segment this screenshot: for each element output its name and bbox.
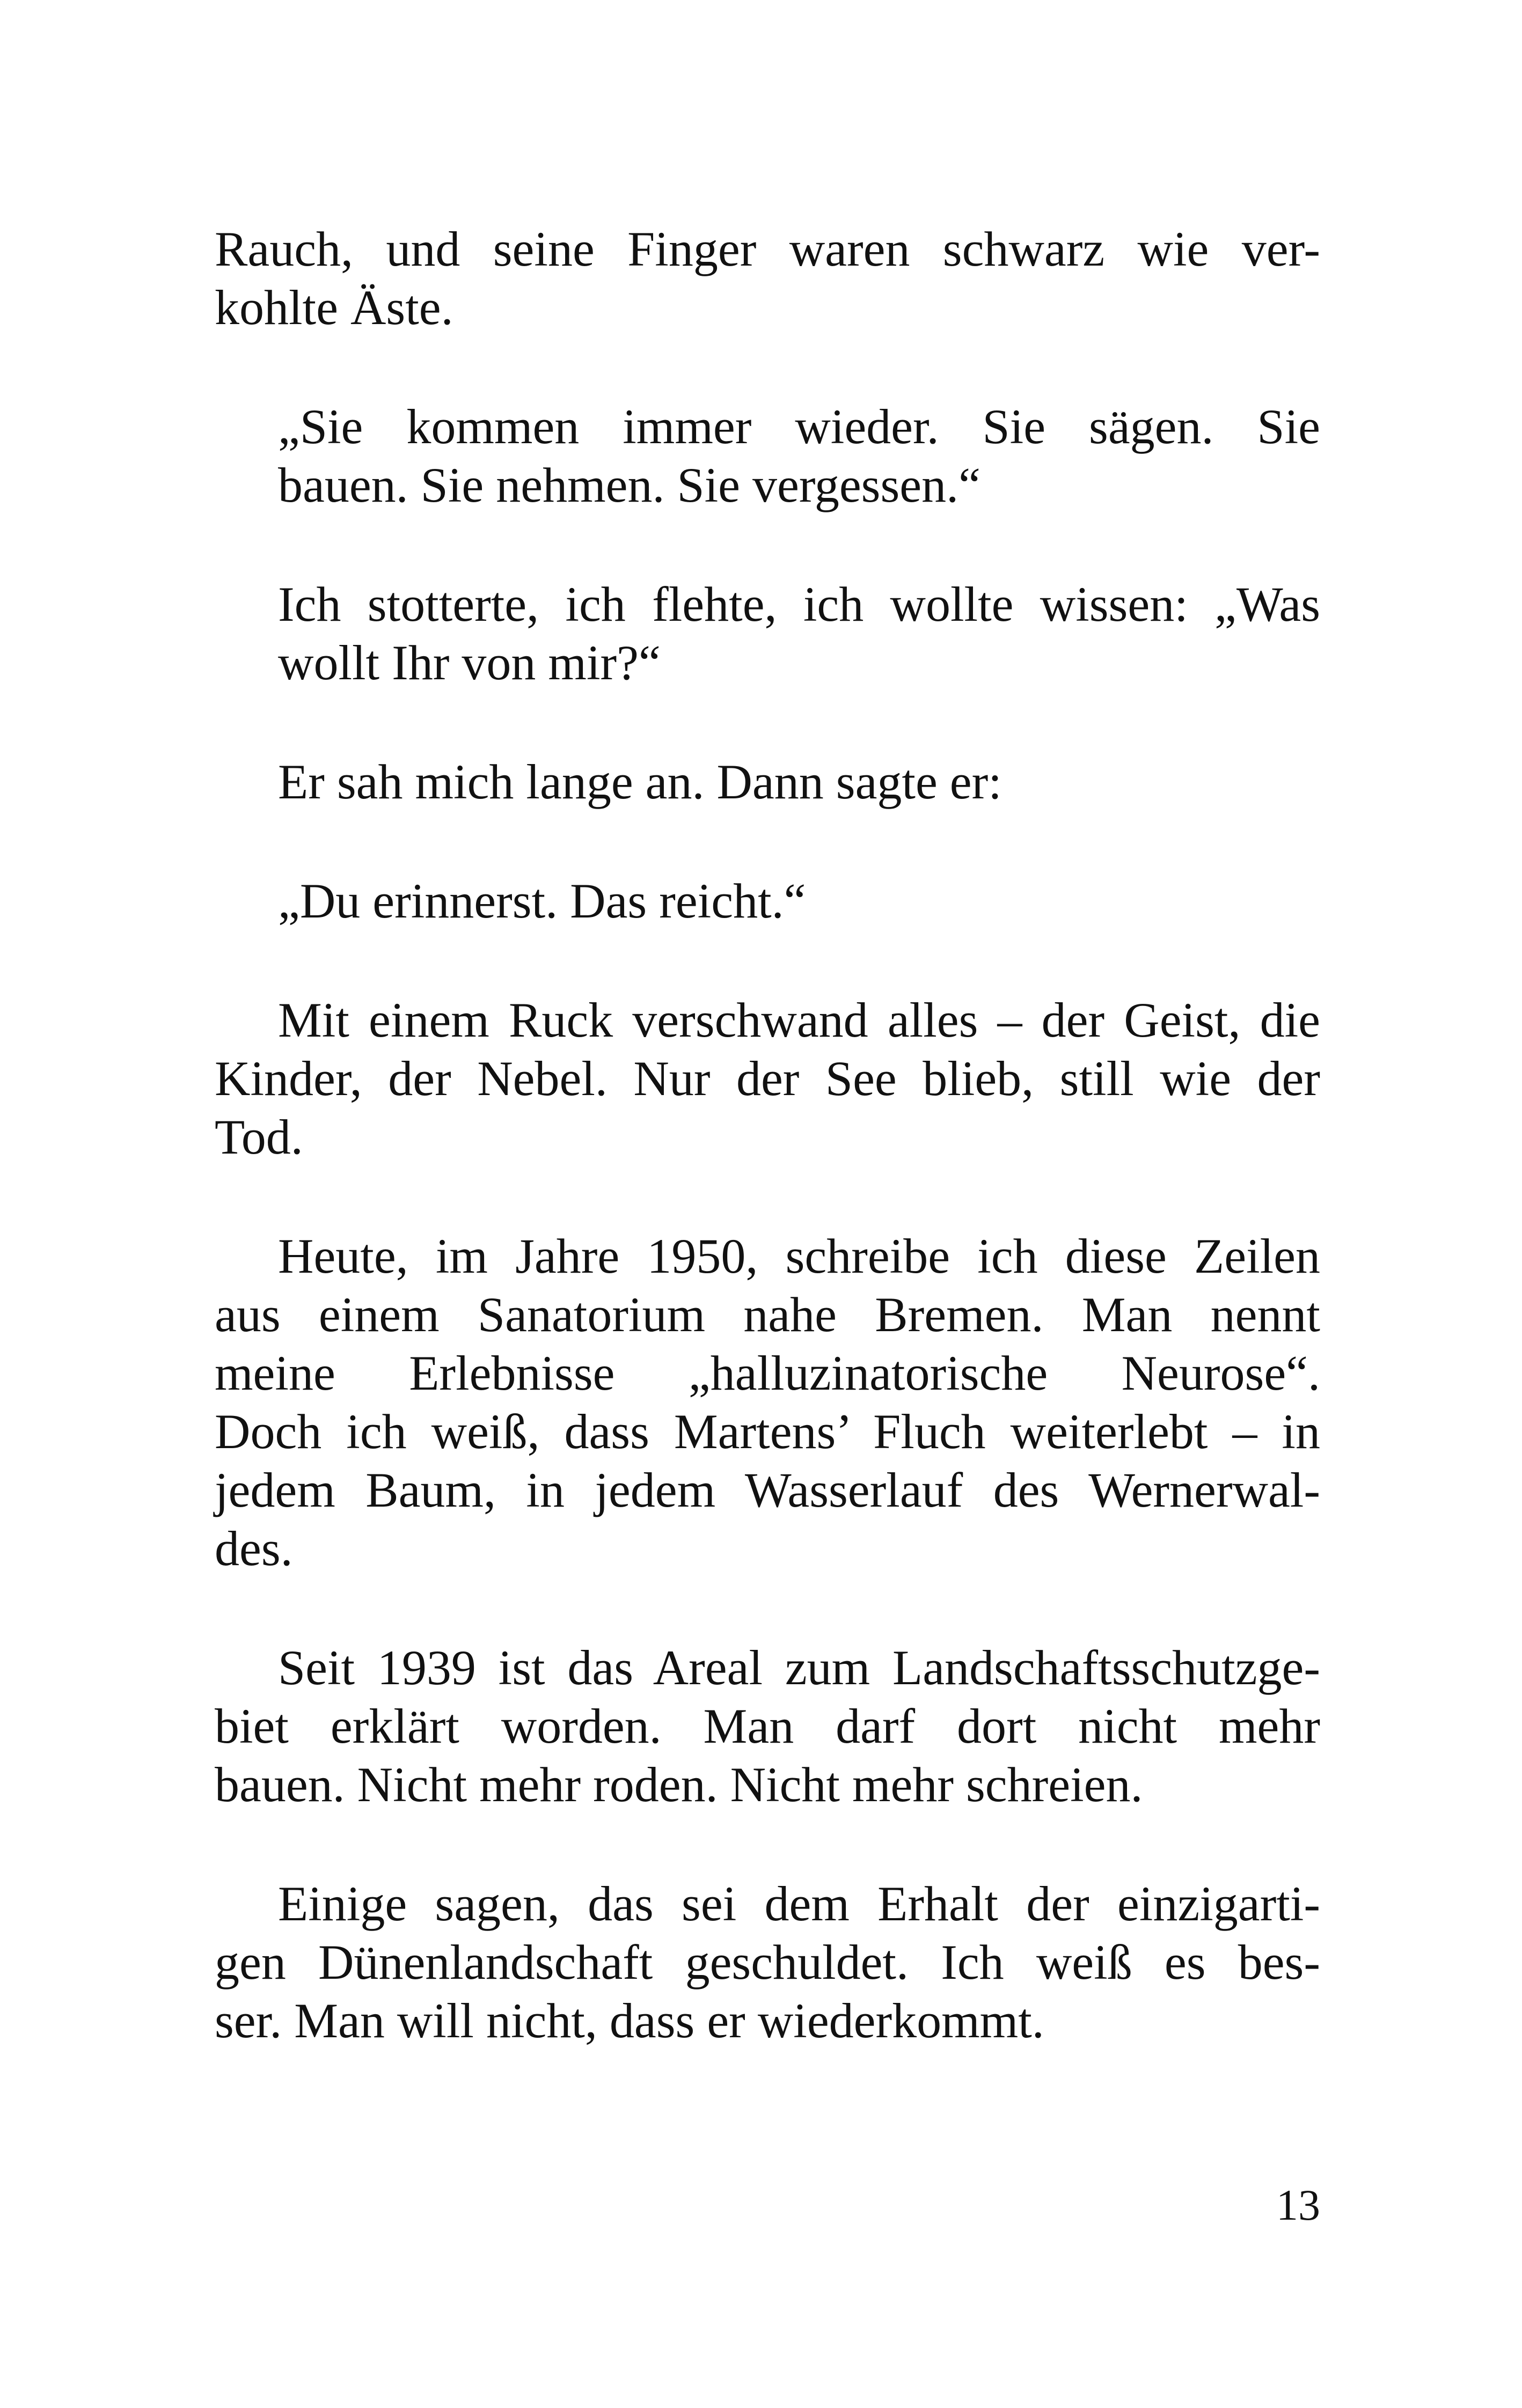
paragraph-gap [215,1578,1320,1639]
text-line: aus einem Sanatorium nahe Bremen. Man nennt [215,1287,1320,1342]
paragraph-gap [215,1166,1320,1227]
text-line: Tod. [215,1110,303,1164]
paragraph [215,220,1320,337]
text-line: ser. Man will nicht, dass er wiederkommt. [215,1993,1044,2048]
text-line: Rauch, und seine Finger waren schwarz wie ver- [215,222,1320,276]
text-line: Mit einem Ruck verschwand alles – der Geist, die [278,993,1320,1047]
paragraph [215,872,1320,930]
paragraph [215,1639,1320,1814]
text-line: wollt Ihr von mir?“ [278,635,661,690]
text-line: „Du erinnerst. Das reicht.“ [278,873,806,928]
text-line: gen Dünenlandschaft geschuldet. Ich weiß es bes- [215,1935,1320,1989]
text-line: Seit 1939 ist das Areal zum Landschaftsschutzge- [278,1640,1320,1695]
text-line: Einige sagen, das sei dem Erhalt der einzigarti- [278,1876,1320,1931]
paragraph [215,1227,1320,1578]
text-line: biet erklärt worden. Man darf dort nicht mehr [215,1699,1320,1753]
paragraph [215,575,1320,692]
text-line: meine Erlebnisse „halluzinatorische Neurose“. [215,1346,1320,1400]
paragraph-gap [215,515,1320,575]
text-line: des. [215,1521,293,1576]
paragraph [215,1875,1320,2050]
text-line: bauen. Sie nehmen. Sie vergessen.“ [278,458,980,512]
paragraph [215,398,1320,515]
paragraph-gap [215,930,1320,991]
text-line: Kinder, der Nebel. Nur der See blieb, still wie der [215,1051,1320,1106]
page-body [215,220,1320,2050]
page-number: 13 [1276,2181,1320,2229]
text-line: jedem Baum, in jedem Wasserlauf des Wernerwal- [215,1463,1320,1517]
text-line: Ich stotterte, ich flehte, ich wollte wissen: „Was [278,577,1320,632]
paragraph-gap [215,337,1320,398]
paragraph [215,753,1320,811]
text-line: Er sah mich lange an. Dann sagte er: [278,754,1002,809]
paragraph [215,991,1320,1166]
text-line: Doch ich weiß, dass Martens’ Fluch weiterlebt – in [215,1404,1320,1459]
text-line: kohlte Äste. [215,280,453,335]
paragraph-gap [215,1814,1320,1875]
text-line: „Sie kommen immer wieder. Sie sägen. Sie [278,399,1320,454]
paragraph-gap [215,811,1320,872]
paragraph-gap [215,692,1320,753]
text-line: bauen. Nicht mehr roden. Nicht mehr schreien. [215,1757,1143,1812]
text-line: Heute, im Jahre 1950, schreibe ich diese Zeilen [278,1229,1320,1283]
